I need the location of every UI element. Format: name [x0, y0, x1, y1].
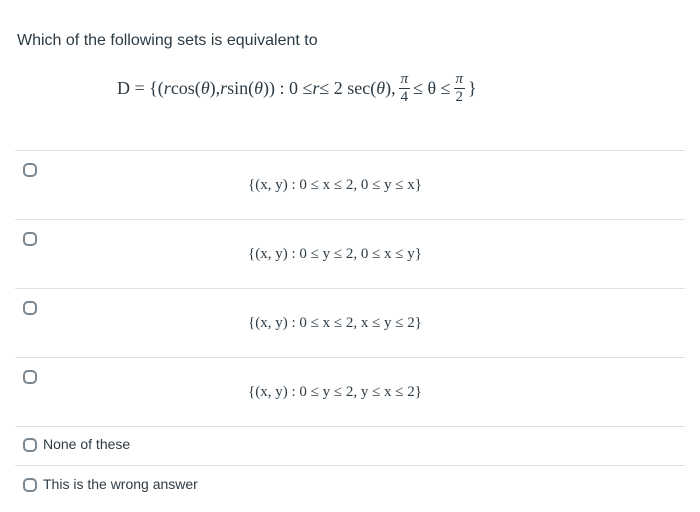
def-close2: )) : 0 ≤ — [263, 78, 313, 98]
def-close3: ), — [385, 78, 396, 98]
option-text-3: {(x, y) : 0 ≤ x ≤ 2, x ≤ y ≤ 2} — [248, 315, 422, 331]
def-bound: ≤ 2 sec( — [319, 78, 377, 98]
def-theta1: θ — [200, 78, 210, 98]
option-radio-none[interactable] — [23, 438, 37, 452]
option-text-1: {(x, y) : 0 ≤ x ≤ 2, 0 ≤ y ≤ x} — [248, 177, 422, 193]
option-label-none[interactable]: None of these — [43, 436, 131, 452]
option-radio-1[interactable] — [23, 163, 37, 177]
def-r3: r — [312, 78, 320, 98]
def-theta3: θ — [376, 78, 386, 98]
frac1-denominator: 4 — [400, 89, 409, 105]
frac2-denominator: 2 — [455, 89, 464, 105]
question-prompt: Which of the following sets is equivalent to — [17, 32, 318, 49]
option-text-4: {(x, y) : 0 ≤ y ≤ 2, y ≤ x ≤ 2} — [248, 384, 422, 400]
separator — [15, 288, 685, 289]
option-radio-2[interactable] — [23, 232, 37, 246]
def-r2: r — [220, 78, 228, 98]
def-end: } — [468, 78, 477, 98]
separator — [15, 150, 685, 151]
fraction-pi-over-4 — [399, 72, 411, 105]
option-radio-4[interactable] — [23, 370, 37, 384]
option-radio-wrong[interactable] — [23, 478, 37, 492]
set-definition — [117, 72, 477, 105]
def-r1: r — [163, 78, 171, 98]
def-mid: ≤ θ ≤ — [413, 78, 451, 98]
option-text-2: {(x, y) : 0 ≤ y ≤ 2, 0 ≤ x ≤ y} — [248, 246, 422, 262]
def-close1: ), — [209, 78, 221, 98]
frac2-numerator: π — [455, 71, 464, 87]
option-radio-3[interactable] — [23, 301, 37, 315]
def-cos: cos( — [170, 78, 201, 98]
def-sin: sin( — [227, 78, 255, 98]
separator — [15, 426, 685, 427]
separator — [15, 465, 685, 466]
separator — [15, 219, 685, 220]
separator — [15, 357, 685, 358]
fraction-pi-over-2 — [454, 72, 466, 105]
option-label-wrong[interactable]: This is the wrong answer — [43, 476, 198, 492]
def-lhs: D = {( — [117, 78, 164, 98]
def-theta2: θ — [254, 78, 264, 98]
frac1-numerator: π — [400, 71, 409, 87]
